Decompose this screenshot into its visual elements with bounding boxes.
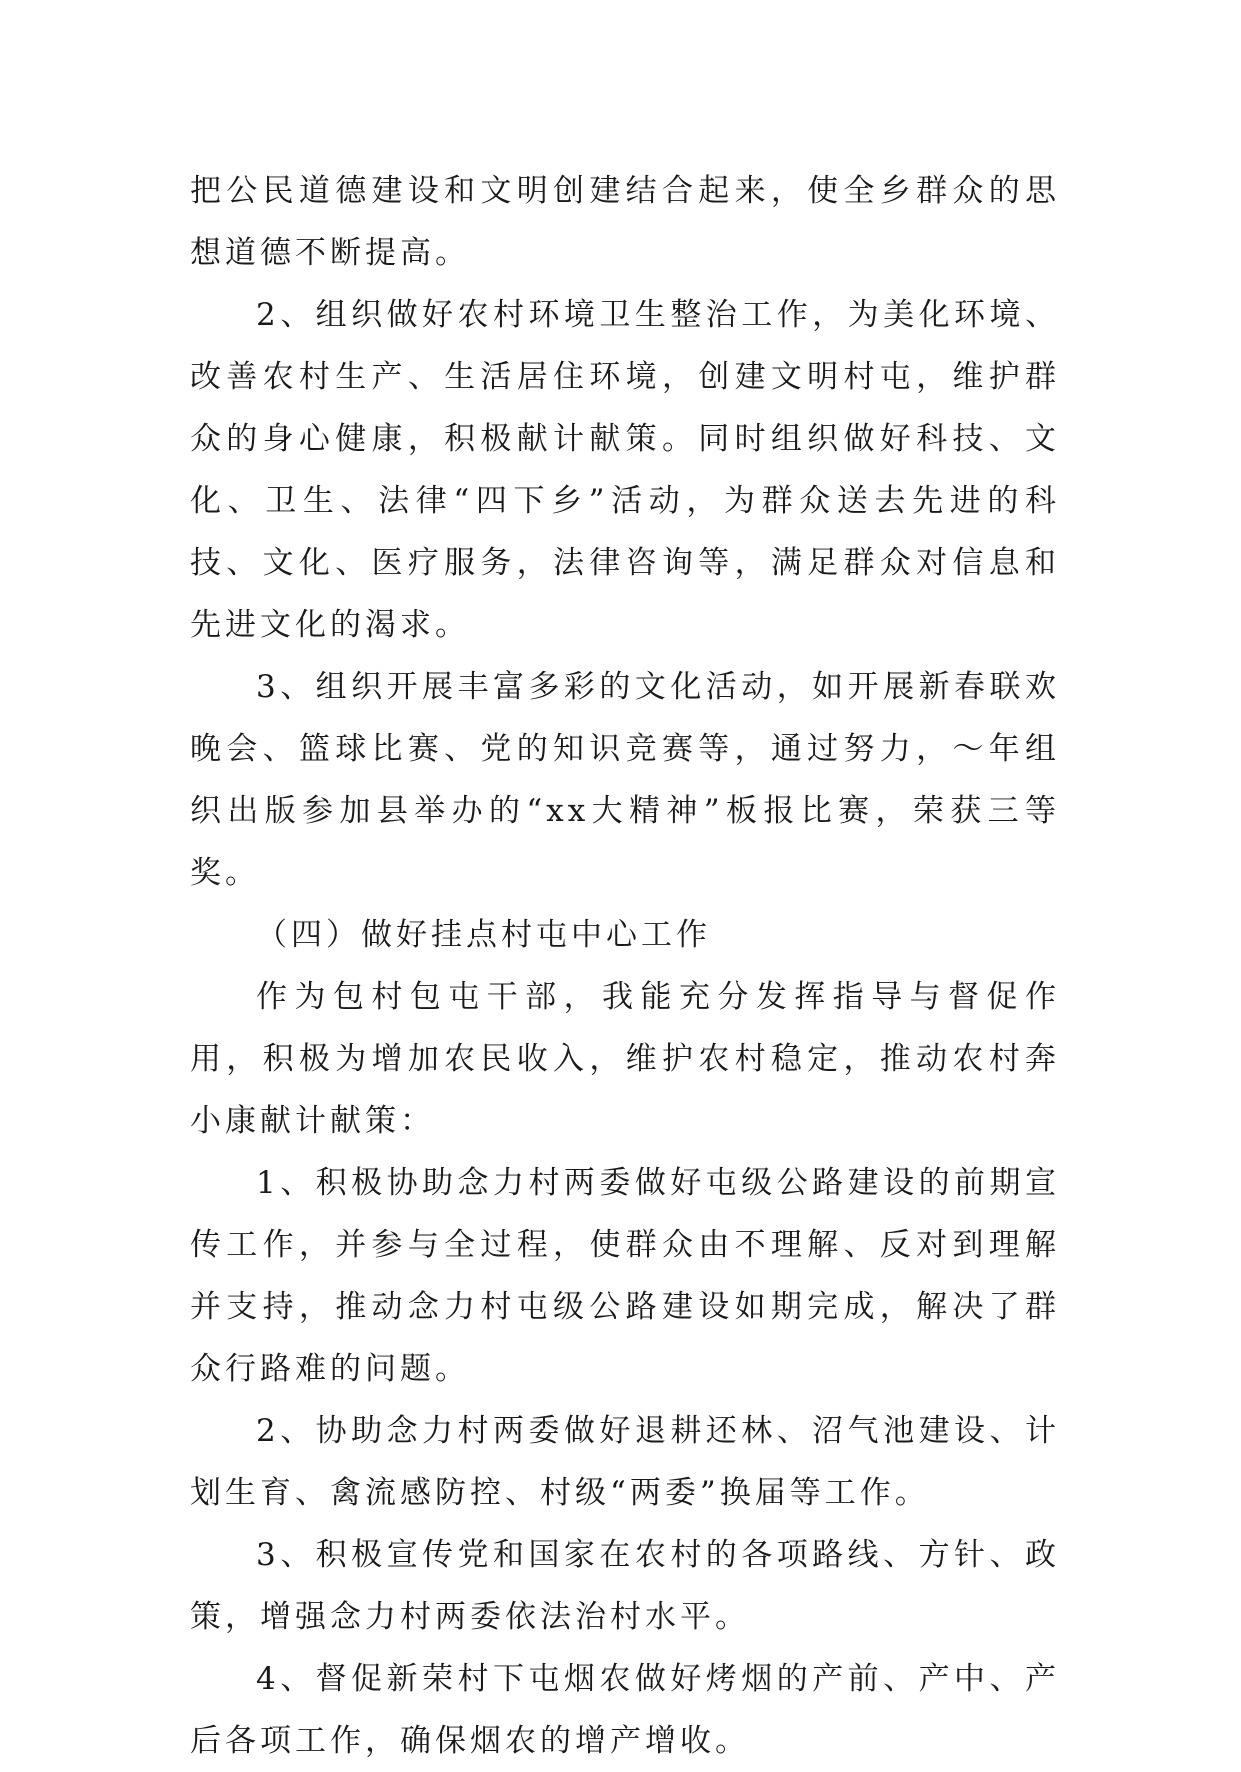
paragraph-item-3-culture: 3、组织开展丰富多彩的文化活动，如开展新春联欢晚会、篮球比赛、党的知识竞赛等，通过努力，～年组织出版参加县举办的“xx大精神”板报比赛，荣获三等奖。 (190, 669, 1060, 891)
paragraph-continuation: 把公民道德建设和文明创建结合起来，使全乡群众的思想道德不断提高。 (190, 173, 1060, 271)
paragraph-item-3-policy: 3、积极宣传党和国家在农村的各项路线、方针、政策，增强念力村两委依法治村水平。 (190, 1537, 1060, 1635)
paragraph-intro-village-work: 作为包村包屯干部，我能充分发挥指导与督促作用，积极为增加农民收入，维护农村稳定，推动农村奔小康献计献策： (190, 979, 1060, 1139)
paragraph-item-1-road: 1、积极协助念力村两委做好屯级公路建设的前期宣传工作，并参与全过程，使群众由不理解、反对到理解并支持，推动念力村屯级公路建设如期完成，解决了群众行路难的问题。 (190, 1165, 1060, 1387)
paragraph-item-2-assist: 2、协助念力村两委做好退耕还林、沼气池建设、计划生育、禽流感防控、村级“两委”换届等工作。 (190, 1413, 1060, 1511)
paragraph-item-2-environment: 2、组织做好农村环境卫生整治工作，为美化环境、改善农村生产、生活居住环境，创建文明村屯，维护群众的身心健康，积极献计献策。同时组织做好科技、文化、卫生、法律“四下乡”活动，为群众送去先进的科技、文化、医疗服务，法律咨询等，满足群众对信息和先进文化的渴求。 (190, 297, 1060, 643)
paragraph-item-4-tobacco: 4、督促新荣村下屯烟农做好烤烟的产前、产中、产后各项工作，确保烟农的增产增收。 (190, 1661, 1060, 1759)
document-body (190, 160, 1060, 1772)
section-heading-4: （四）做好挂点村屯中心工作 (256, 917, 711, 953)
